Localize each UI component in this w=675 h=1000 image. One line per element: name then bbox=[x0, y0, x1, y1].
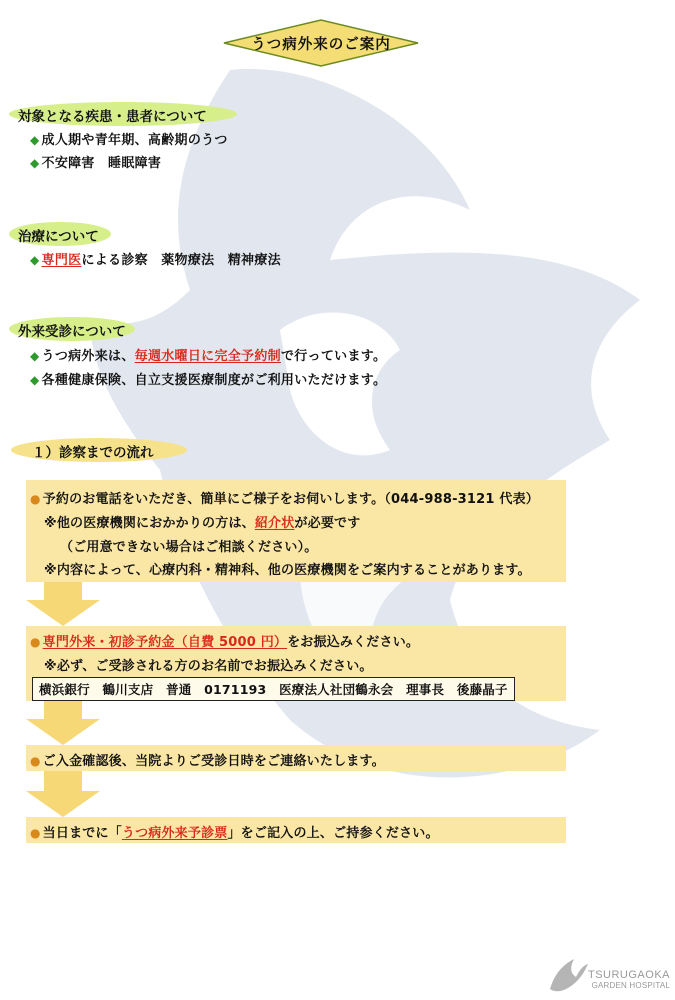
note-text: ※他の医療機関におかかりの方は、 bbox=[44, 516, 255, 531]
flow-step-4-text: 」をご記入の上、ご持参ください。 bbox=[227, 826, 439, 841]
diamond-bullet-icon: ◆ bbox=[30, 253, 40, 267]
page-title: うつ病外来のご案内 bbox=[251, 36, 391, 53]
flow-step-4-box bbox=[26, 817, 566, 843]
flow-step-1-note-referral bbox=[44, 512, 360, 531]
list-item bbox=[30, 369, 386, 388]
list-item bbox=[30, 249, 281, 268]
down-arrow-icon bbox=[26, 771, 100, 817]
orange-dot-bullet-icon: ● bbox=[30, 492, 41, 506]
list-item-text: で行っています。 bbox=[280, 349, 387, 364]
section-heading-outpatient bbox=[8, 316, 136, 342]
hospital-logo-text bbox=[580, 970, 670, 990]
flow-heading-label: １）診察までの流れ bbox=[32, 445, 154, 461]
list-item-text: による診察 薬物療法 精神療法 bbox=[81, 253, 281, 268]
list-item bbox=[30, 345, 386, 364]
flow-step-1-line bbox=[30, 488, 539, 507]
bank-account-info: 横浜銀行 鶴川支店 普通 0171193 医療法人社団鶴永会 理事長 後藤晶子 bbox=[32, 677, 515, 701]
down-arrow-icon bbox=[26, 582, 100, 626]
list-item bbox=[30, 129, 228, 148]
down-arrow-icon bbox=[26, 701, 100, 745]
list-item-text: 不安障害 睡眠障害 bbox=[41, 156, 162, 171]
referral-letter-highlight: 紹介状 bbox=[254, 516, 295, 531]
orange-dot-bullet-icon: ● bbox=[30, 754, 41, 768]
flow-step-1-text: 予約のお電話をいただき、簡単にご様子をお伺いします。（044-988-3121 代表） bbox=[42, 492, 539, 507]
flow-step-2-note: ※必ず、ご受診される方のお名前でお振込みください。 bbox=[44, 659, 373, 674]
flow-step-1-note-consult: （ご用意できない場合はご相談ください）。 bbox=[60, 540, 318, 555]
list-item bbox=[30, 152, 161, 171]
diamond-bullet-icon: ◆ bbox=[30, 349, 40, 363]
logo-line-1: TSURUGAOKA bbox=[587, 969, 670, 981]
list-item-text: 各種健康保険、自立支援医療制度がご利用いただけます。 bbox=[41, 373, 387, 388]
flow-step-1-note-guidance: ※内容によって、心療内科・精神科、他の医療機関をご案内することがあります。 bbox=[44, 563, 531, 578]
schedule-highlight: 毎週水曜日に完全予約制 bbox=[134, 349, 281, 364]
diamond-bullet-icon: ◆ bbox=[30, 133, 40, 147]
flow-step-2-box bbox=[26, 626, 566, 701]
section-heading-outpatient-label: 外来受診について bbox=[18, 324, 126, 340]
list-item-text: 成人期や青年期、高齢期のうつ bbox=[41, 133, 228, 148]
logo-line-2: GARDEN HOSPITAL bbox=[591, 980, 670, 990]
questionnaire-highlight: うつ病外来予診票 bbox=[121, 826, 228, 841]
section-heading-treatment-label: 治療について bbox=[18, 229, 99, 245]
flow-step-3-line bbox=[30, 750, 385, 769]
specialist-highlight: 専門医 bbox=[41, 253, 82, 268]
flow-step-2-text: をお振込みください。 bbox=[287, 635, 420, 650]
section-heading-treatment bbox=[8, 221, 112, 247]
flow-step-4-text: 当日までに「 bbox=[42, 826, 122, 841]
flow-heading bbox=[10, 437, 188, 463]
flow-step-2-line bbox=[30, 631, 419, 650]
diamond-bullet-icon: ◆ bbox=[30, 156, 40, 170]
page-title-banner bbox=[222, 18, 420, 68]
flow-step-1-box bbox=[26, 480, 566, 582]
deposit-highlight: 専門外来・初診予約金（自費 5000 円） bbox=[42, 635, 288, 650]
note-text: が必要です bbox=[294, 516, 361, 531]
flow-step-3-box bbox=[26, 745, 566, 771]
section-heading-target-label: 対象となる疾患・患者について bbox=[18, 109, 207, 125]
orange-dot-bullet-icon: ● bbox=[30, 635, 41, 649]
flow-step-3-text: ご入金確認後、当院よりご受診日時をご連絡いたします。 bbox=[42, 754, 385, 769]
section-heading-target bbox=[8, 101, 238, 127]
orange-dot-bullet-icon: ● bbox=[30, 826, 41, 840]
list-item-text: うつ病外来は、 bbox=[41, 349, 135, 364]
flow-step-4-line bbox=[30, 822, 439, 841]
diamond-bullet-icon: ◆ bbox=[30, 373, 40, 387]
